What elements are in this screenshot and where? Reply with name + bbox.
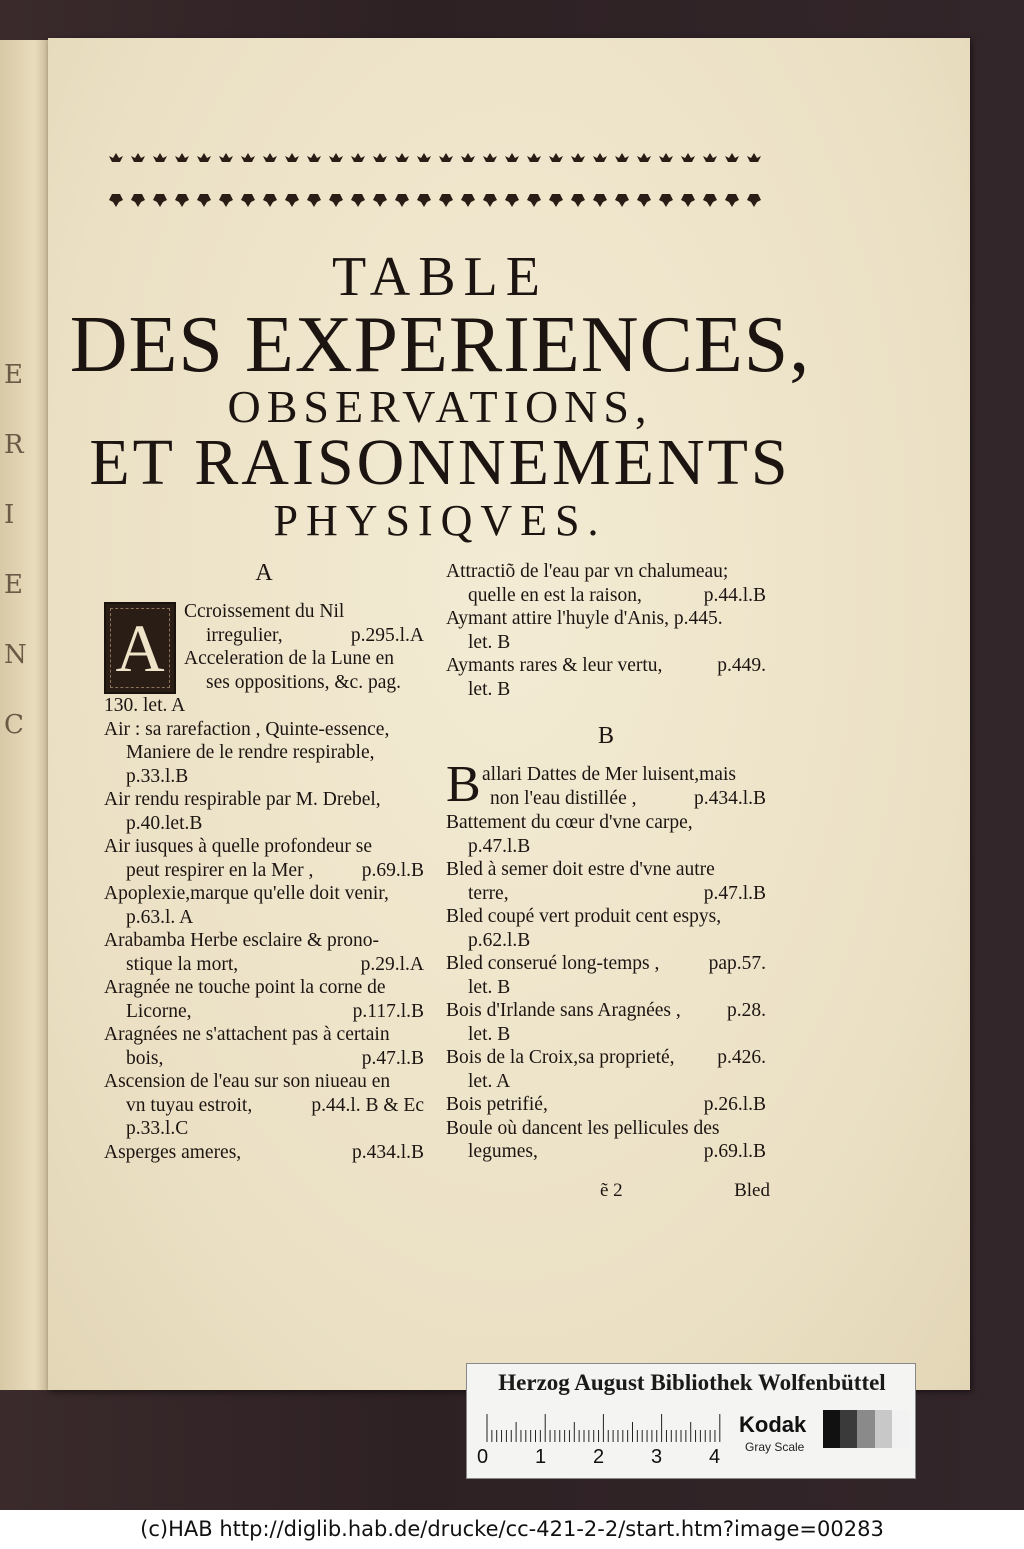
entry-page-ref: p.47.l.B [703,882,766,904]
fleuron-mark [395,194,409,207]
list-item [104,835,424,882]
entry-line: p.33.l.B [126,765,189,787]
entry-line: Ccroissement du Nil [184,601,345,622]
fleuron-mark [549,194,563,207]
entry-line: quelle en est la raison, [468,584,642,606]
entry-line: Bois d'Irlande sans Aragnées , [446,1000,681,1021]
fleuron-mark [175,194,189,207]
fleuron-mark [263,153,277,162]
entry-line: let. A [468,1070,511,1092]
fleuron-mark [109,153,123,162]
fleuron-mark [593,178,607,182]
entry-page-ref: p.69.l.B [703,1141,766,1162]
fleuron-mark [175,153,189,162]
list-item [446,654,766,701]
entry-page-ref: p.426. [717,1047,766,1068]
entry-line: ses oppositions, &c. pag. [206,671,401,693]
fleuron-mark [307,194,321,207]
list-item [446,952,766,999]
fleuron-mark [703,194,717,207]
entry-page-ref: p.449. [717,655,766,676]
fleuron-mark [395,178,409,182]
list-item [104,882,424,929]
entry-line: p.63.l. A [126,906,194,928]
fleuron-mark [549,153,563,162]
fleuron-mark [461,178,475,182]
entry-line: 130. let. A [104,695,186,716]
title-line-3: OBSERVATIONS, [227,381,653,432]
fleuron-mark [131,178,145,182]
entry-line: p.40.let.B [126,812,203,834]
fleuron-mark [439,178,453,182]
entry-line: irregulier, [206,624,283,646]
fleuron-mark [219,153,233,162]
entry-line: Bois petrifié, [446,1094,548,1115]
fleuron-mark [395,153,409,162]
gray-patch [892,1410,909,1448]
catchword: Bled [734,1180,770,1201]
fleuron-mark [175,178,189,182]
list-item [104,1023,424,1070]
list-item [104,718,424,789]
entry-line: Ascension de l'eau sur son niueau en [104,1071,391,1092]
fleuron-mark [153,194,167,207]
entry-line: Air iusques à quelle profondeur se [104,836,373,857]
fleuron-mark [483,178,497,182]
copyright-footer: (c)HAB http://diglib.hab.de/drucke/cc-421-2-2/start.htm?image=00283 [0,1510,1024,1549]
fleuron-mark [351,153,365,162]
list-item [104,788,424,835]
fleuron-mark [263,194,277,207]
fleuron-mark [681,194,695,207]
entry-line: Licorne, [126,1000,192,1022]
list-item [446,607,766,654]
entry-line: Air rendu respirable par M. Drebel, [104,789,381,810]
entry-page-ref: p.29.l.A [360,953,424,975]
entry-line: legumes, [468,1141,538,1162]
fleuron-mark [747,178,761,182]
entry-line: Aymants rares & leur vertu, [446,655,663,676]
fleuron-mark [197,178,211,182]
entry-line: stique la mort, [126,953,239,975]
large-initial: B [446,756,481,813]
list-item [446,858,766,905]
fleuron-mark [285,194,299,207]
fleuron-mark [285,153,299,162]
list-item [446,1093,766,1117]
title-line-5: PHYSIQVES. [273,496,607,545]
entry-page-ref: p.26.l.B [703,1094,766,1115]
gray-patch [875,1410,892,1448]
fleuron-mark [351,178,365,182]
entry-line: let. B [468,678,511,700]
fleuron-mark [131,194,145,207]
fleuron-mark [637,178,651,182]
entry-line: Battement du cœur d'vne carpe, [446,812,693,833]
list-item [104,1070,424,1141]
entry-page-ref: p.434.l.B [693,787,766,809]
fleuron-mark [153,153,167,162]
fleuron-mark [505,178,519,182]
ruler-number: 3 [651,1446,663,1468]
list-item [446,1117,766,1164]
list-item [446,999,766,1046]
fleuron-mark [197,194,211,207]
fleuron-mark [241,194,255,207]
fleuron-mark [241,153,255,162]
entry-line: Arabamba Herbe esclaire & prono- [104,930,380,951]
list-item [446,811,766,858]
entry-line: Bled coupé vert produit cent espys, [446,906,722,927]
fleuron-mark [659,178,673,182]
entry-line: p.47.l.B [468,835,531,857]
entry-page-ref: p.47.l.B [361,1047,424,1069]
list-item [104,1141,424,1165]
entry-line: Aymant attire l'huyle d'Anis, p.445. [446,608,723,629]
fleuron-mark [615,153,629,162]
fleuron-mark [637,153,651,162]
fleuron-mark [329,178,343,182]
fleuron-mark [549,178,563,182]
entry-line: let. B [468,1023,511,1045]
fleuron-mark [373,178,387,182]
fleuron-mark [351,194,365,207]
library-name: Herzog August Bibliothek Wolfenbüttel [498,1370,886,1395]
fleuron-mark [747,194,761,207]
fleuron-mark [483,194,497,207]
signature-mark: ẽ 2 [600,1180,623,1201]
fleuron-mark [593,153,607,162]
entry-line: Bled à semer doit estre d'vne autre [446,859,715,880]
entry-line: vn tuyau estroit, [126,1094,253,1116]
ruler-scale [483,1414,723,1444]
entry-line: bois, [126,1047,164,1069]
fleuron-mark [417,178,431,182]
gray-patch [823,1410,840,1448]
list-item [104,694,424,718]
title-line-1: TABLE [332,246,548,308]
fleuron-mark [197,153,211,162]
fleuron-mark [527,178,541,182]
decorated-initial: A [104,602,176,694]
fleuron-mark [593,194,607,207]
fleuron-mark [307,153,321,162]
entry-line: Bois de la Croix,sa proprieté, [446,1047,675,1068]
entry-line: Boule où dancent les pellicules des [446,1117,720,1139]
gray-patch [857,1410,874,1448]
ruler-number: 0 [477,1446,489,1468]
fleuron-mark [373,153,387,162]
fleuron-mark [109,178,123,182]
entry-line: p.33.l.C [126,1118,189,1139]
ornament-band [108,150,768,212]
list-item [104,929,424,976]
color-reference-card [466,1363,916,1479]
fleuron-mark [571,153,585,162]
fleuron-mark [681,178,695,182]
fleuron-mark [439,194,453,207]
list-item [446,905,766,952]
fleuron-mark [505,153,519,162]
fleuron-mark [483,153,497,162]
fleuron-mark [109,194,123,207]
fleuron-mark [571,194,585,207]
entry-page-ref: p.28. [727,1000,766,1021]
fleuron-mark [153,178,167,182]
entry-line: peut respirer en la Mer , [126,859,314,881]
entry-line: Air : sa rarefaction , Quinte-essence, [104,718,390,740]
fleuron-mark [131,153,145,162]
fleuron-mark [461,194,475,207]
fleuron-mark [263,178,277,182]
entry-page-ref: p.44.l. B & Ec [311,1094,424,1116]
section-letter-b: B [597,723,614,749]
entry-line: allari Dattes de Mer luisent,mais [482,764,736,785]
fleuron-mark [725,194,739,207]
entry-line: Asperges ameres, [104,1141,242,1163]
fleuron-mark [615,194,629,207]
entry-line: non l'eau distillée , [490,787,637,809]
index-column-right [446,560,766,1164]
entry-line: Maniere de le rendre respirable, [126,742,375,763]
entry-line: Attractiõ de l'eau par vn chalumeau; [446,561,729,582]
entry-page-ref: p.117.l.B [352,1000,424,1022]
fleuron-mark [659,194,673,207]
fleuron-mark [527,153,541,162]
index-column-left [104,560,424,1164]
ruler-number: 1 [535,1446,547,1468]
fleuron-mark [703,178,717,182]
ruler-number: 2 [593,1446,605,1468]
entry-page-ref: pap.57. [708,953,766,974]
fleuron-mark [659,153,673,162]
fleuron-mark [219,194,233,207]
entry-line: Aragnées ne s'attachent pas à certain [104,1024,390,1045]
fleuron-mark [329,153,343,162]
fleuron-mark [285,178,299,182]
entry-line: Bled conserué long-temps , [446,953,660,974]
fleuron-mark [373,194,387,207]
title-line-4: ET RAISONNEMENTS [89,426,791,499]
kodak-logo: Kodak [739,1412,807,1437]
entry-line: terre, [468,882,509,904]
fleuron-mark [461,153,475,162]
fleuron-mark [439,153,453,162]
fleuron-mark [681,153,695,162]
entry-line: Aragnée ne touche point la corne de [104,977,386,998]
title-line-2: DES EXPERIENCES, [69,301,811,389]
fleuron-mark [417,153,431,162]
ruler-number: 4 [709,1446,721,1468]
fleuron-mark [637,194,651,207]
list-item [104,976,424,1023]
fleuron-mark [747,153,761,162]
gray-scale-label: Gray Scale [745,1440,805,1454]
entry-line: let. B [468,631,511,653]
fleuron-mark [219,178,233,182]
bigB-entry [446,756,766,813]
entry-line: p.62.l.B [468,929,531,951]
fleuron-mark [307,178,321,182]
fleuron-mark [527,194,541,207]
fleuron-mark [329,194,343,207]
fleuron-mark [725,153,739,162]
fleuron-mark [505,194,519,207]
fleuron-mark [703,153,717,162]
entry-page-ref: p.434.l.B [351,1141,424,1163]
fleuron-mark [725,178,739,182]
fleuron-mark [241,178,255,182]
entry-page-ref: p.69.l.B [361,859,424,881]
entry-line: Acceleration de la Lune en [184,648,395,669]
list-item [446,560,766,607]
section-letter-a: A [255,560,273,586]
entry-page-ref: p.295.l.A [350,624,424,646]
entry-line: let. B [468,976,511,998]
list-item [446,1046,766,1093]
gray-patch [840,1410,857,1448]
facing-page-text: E R I E N C [4,360,28,740]
entry-line: Apoplexie,marque qu'elle doit venir, [104,883,389,904]
fleuron-mark [571,178,585,182]
entry-page-ref: p.44.l.B [703,584,766,606]
gray-scale-patches [823,1410,909,1448]
fleuron-mark [417,194,431,207]
fleuron-mark [615,178,629,182]
